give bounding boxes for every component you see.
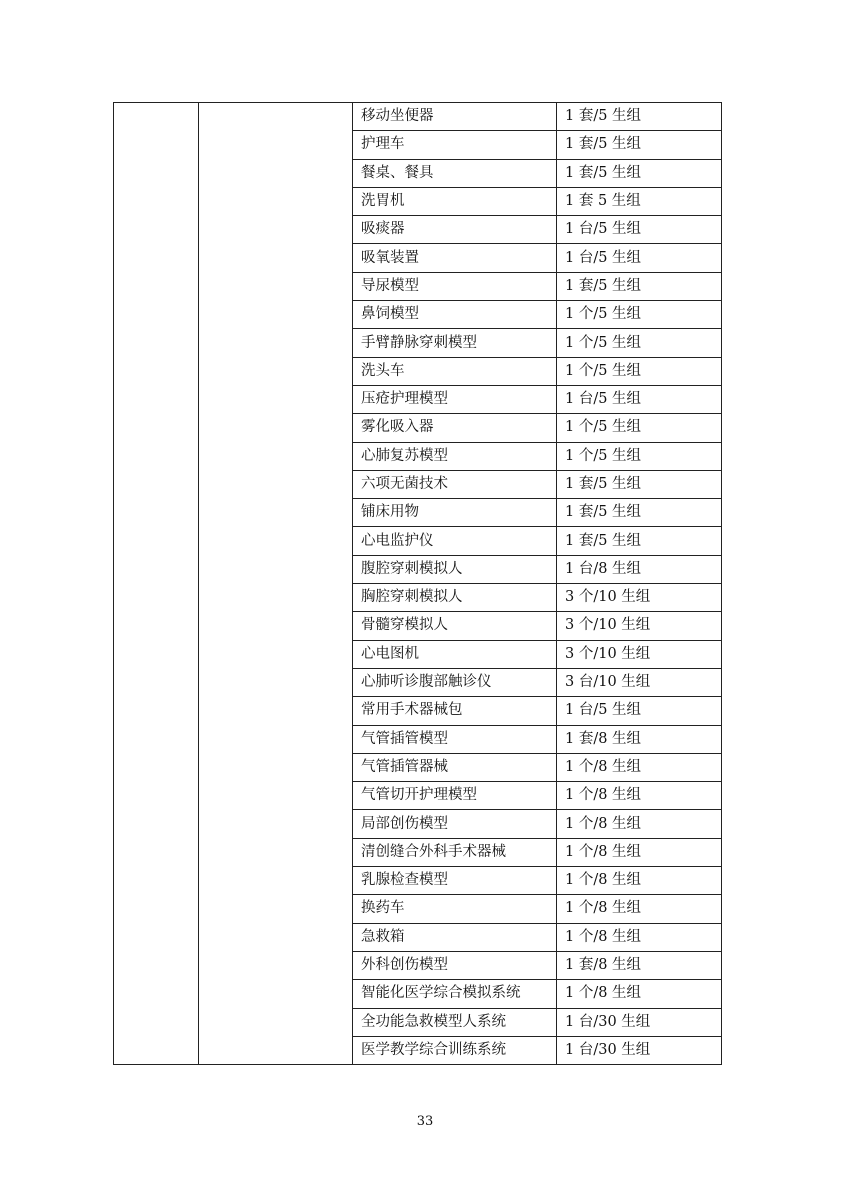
equipment-name-cell: 气管插管器械 bbox=[353, 753, 557, 781]
equipment-quantity-cell: 1 个/5 生组 bbox=[557, 301, 722, 329]
equipment-quantity-cell: 1 台/5 生组 bbox=[557, 244, 722, 272]
equipment-quantity-cell: 1 套/5 生组 bbox=[557, 131, 722, 159]
equipment-quantity-cell: 1 个/8 生组 bbox=[557, 980, 722, 1008]
equipment-name-cell: 压疮护理模型 bbox=[353, 385, 557, 413]
equipment-quantity-cell: 1 个/5 生组 bbox=[557, 357, 722, 385]
equipment-quantity-cell: 3 个/10 生组 bbox=[557, 612, 722, 640]
equipment-name-cell: 气管插管模型 bbox=[353, 725, 557, 753]
subcategory-cell bbox=[199, 103, 353, 1065]
equipment-quantity-cell: 1 台/5 生组 bbox=[557, 385, 722, 413]
equipment-name-cell: 局部创伤模型 bbox=[353, 810, 557, 838]
category-cell bbox=[114, 103, 199, 1065]
equipment-name-cell: 手臂静脉穿刺模型 bbox=[353, 329, 557, 357]
equipment-name-cell: 吸氧装置 bbox=[353, 244, 557, 272]
equipment-name-cell: 吸痰器 bbox=[353, 216, 557, 244]
equipment-name-cell: 胸腔穿刺模拟人 bbox=[353, 584, 557, 612]
equipment-quantity-cell: 1 台/5 生组 bbox=[557, 216, 722, 244]
equipment-name-cell: 移动坐便器 bbox=[353, 103, 557, 131]
equipment-quantity-cell: 1 个/8 生组 bbox=[557, 923, 722, 951]
equipment-name-cell: 导尿模型 bbox=[353, 272, 557, 300]
equipment-quantity-cell: 1 个/8 生组 bbox=[557, 782, 722, 810]
equipment-name-cell: 铺床用物 bbox=[353, 499, 557, 527]
equipment-quantity-cell: 3 个/10 生组 bbox=[557, 584, 722, 612]
equipment-quantity-cell: 1 套/5 生组 bbox=[557, 159, 722, 187]
equipment-name-cell: 医学教学综合训练系统 bbox=[353, 1036, 557, 1064]
equipment-name-cell: 雾化吸入器 bbox=[353, 414, 557, 442]
equipment-name-cell: 全功能急救模型人系统 bbox=[353, 1008, 557, 1036]
equipment-quantity-cell: 1 个/5 生组 bbox=[557, 329, 722, 357]
equipment-quantity-cell: 1 套/5 生组 bbox=[557, 499, 722, 527]
equipment-name-cell: 气管切开护理模型 bbox=[353, 782, 557, 810]
equipment-name-cell: 餐桌、餐具 bbox=[353, 159, 557, 187]
equipment-name-cell: 六项无菌技术 bbox=[353, 470, 557, 498]
equipment-name-cell: 智能化医学综合模拟系统 bbox=[353, 980, 557, 1008]
equipment-name-cell: 常用手术器械包 bbox=[353, 697, 557, 725]
equipment-quantity-cell: 1 套/5 生组 bbox=[557, 470, 722, 498]
equipment-name-cell: 乳腺检查模型 bbox=[353, 867, 557, 895]
equipment-name-cell: 急救箱 bbox=[353, 923, 557, 951]
equipment-quantity-cell: 1 个/8 生组 bbox=[557, 838, 722, 866]
equipment-quantity-cell: 1 套/5 生组 bbox=[557, 103, 722, 131]
equipment-table-body bbox=[114, 103, 722, 1065]
equipment-quantity-cell: 1 套 5 生组 bbox=[557, 187, 722, 215]
equipment-quantity-cell: 1 套/5 生组 bbox=[557, 527, 722, 555]
equipment-name-cell: 心电监护仪 bbox=[353, 527, 557, 555]
equipment-quantity-cell: 1 台/30 生组 bbox=[557, 1008, 722, 1036]
equipment-name-cell: 心肺复苏模型 bbox=[353, 442, 557, 470]
equipment-name-cell: 心肺听诊腹部触诊仪 bbox=[353, 668, 557, 696]
table-row bbox=[114, 103, 722, 131]
equipment-quantity-cell: 1 台/8 生组 bbox=[557, 555, 722, 583]
equipment-quantity-cell: 3 个/10 生组 bbox=[557, 640, 722, 668]
equipment-name-cell: 护理车 bbox=[353, 131, 557, 159]
equipment-quantity-cell: 1 个/5 生组 bbox=[557, 414, 722, 442]
equipment-quantity-cell: 1 套/8 生组 bbox=[557, 725, 722, 753]
equipment-name-cell: 清创缝合外科手术器械 bbox=[353, 838, 557, 866]
equipment-table bbox=[113, 102, 722, 1065]
equipment-name-cell: 换药车 bbox=[353, 895, 557, 923]
equipment-name-cell: 外科创伤模型 bbox=[353, 951, 557, 979]
equipment-quantity-cell: 1 台/5 生组 bbox=[557, 697, 722, 725]
equipment-name-cell: 腹腔穿刺模拟人 bbox=[353, 555, 557, 583]
equipment-quantity-cell: 1 个/8 生组 bbox=[557, 753, 722, 781]
equipment-name-cell: 心电图机 bbox=[353, 640, 557, 668]
equipment-quantity-cell: 1 个/5 生组 bbox=[557, 442, 722, 470]
equipment-quantity-cell: 1 个/8 生组 bbox=[557, 810, 722, 838]
equipment-name-cell: 骨髓穿模拟人 bbox=[353, 612, 557, 640]
equipment-quantity-cell: 1 套/5 生组 bbox=[557, 272, 722, 300]
equipment-name-cell: 鼻饲模型 bbox=[353, 301, 557, 329]
equipment-quantity-cell: 3 台/10 生组 bbox=[557, 668, 722, 696]
equipment-quantity-cell: 1 个/8 生组 bbox=[557, 867, 722, 895]
equipment-quantity-cell: 1 个/8 生组 bbox=[557, 895, 722, 923]
equipment-name-cell: 洗胃机 bbox=[353, 187, 557, 215]
equipment-quantity-cell: 1 台/30 生组 bbox=[557, 1036, 722, 1064]
equipment-quantity-cell: 1 套/8 生组 bbox=[557, 951, 722, 979]
equipment-name-cell: 洗头车 bbox=[353, 357, 557, 385]
page-number: 33 bbox=[416, 1114, 434, 1129]
